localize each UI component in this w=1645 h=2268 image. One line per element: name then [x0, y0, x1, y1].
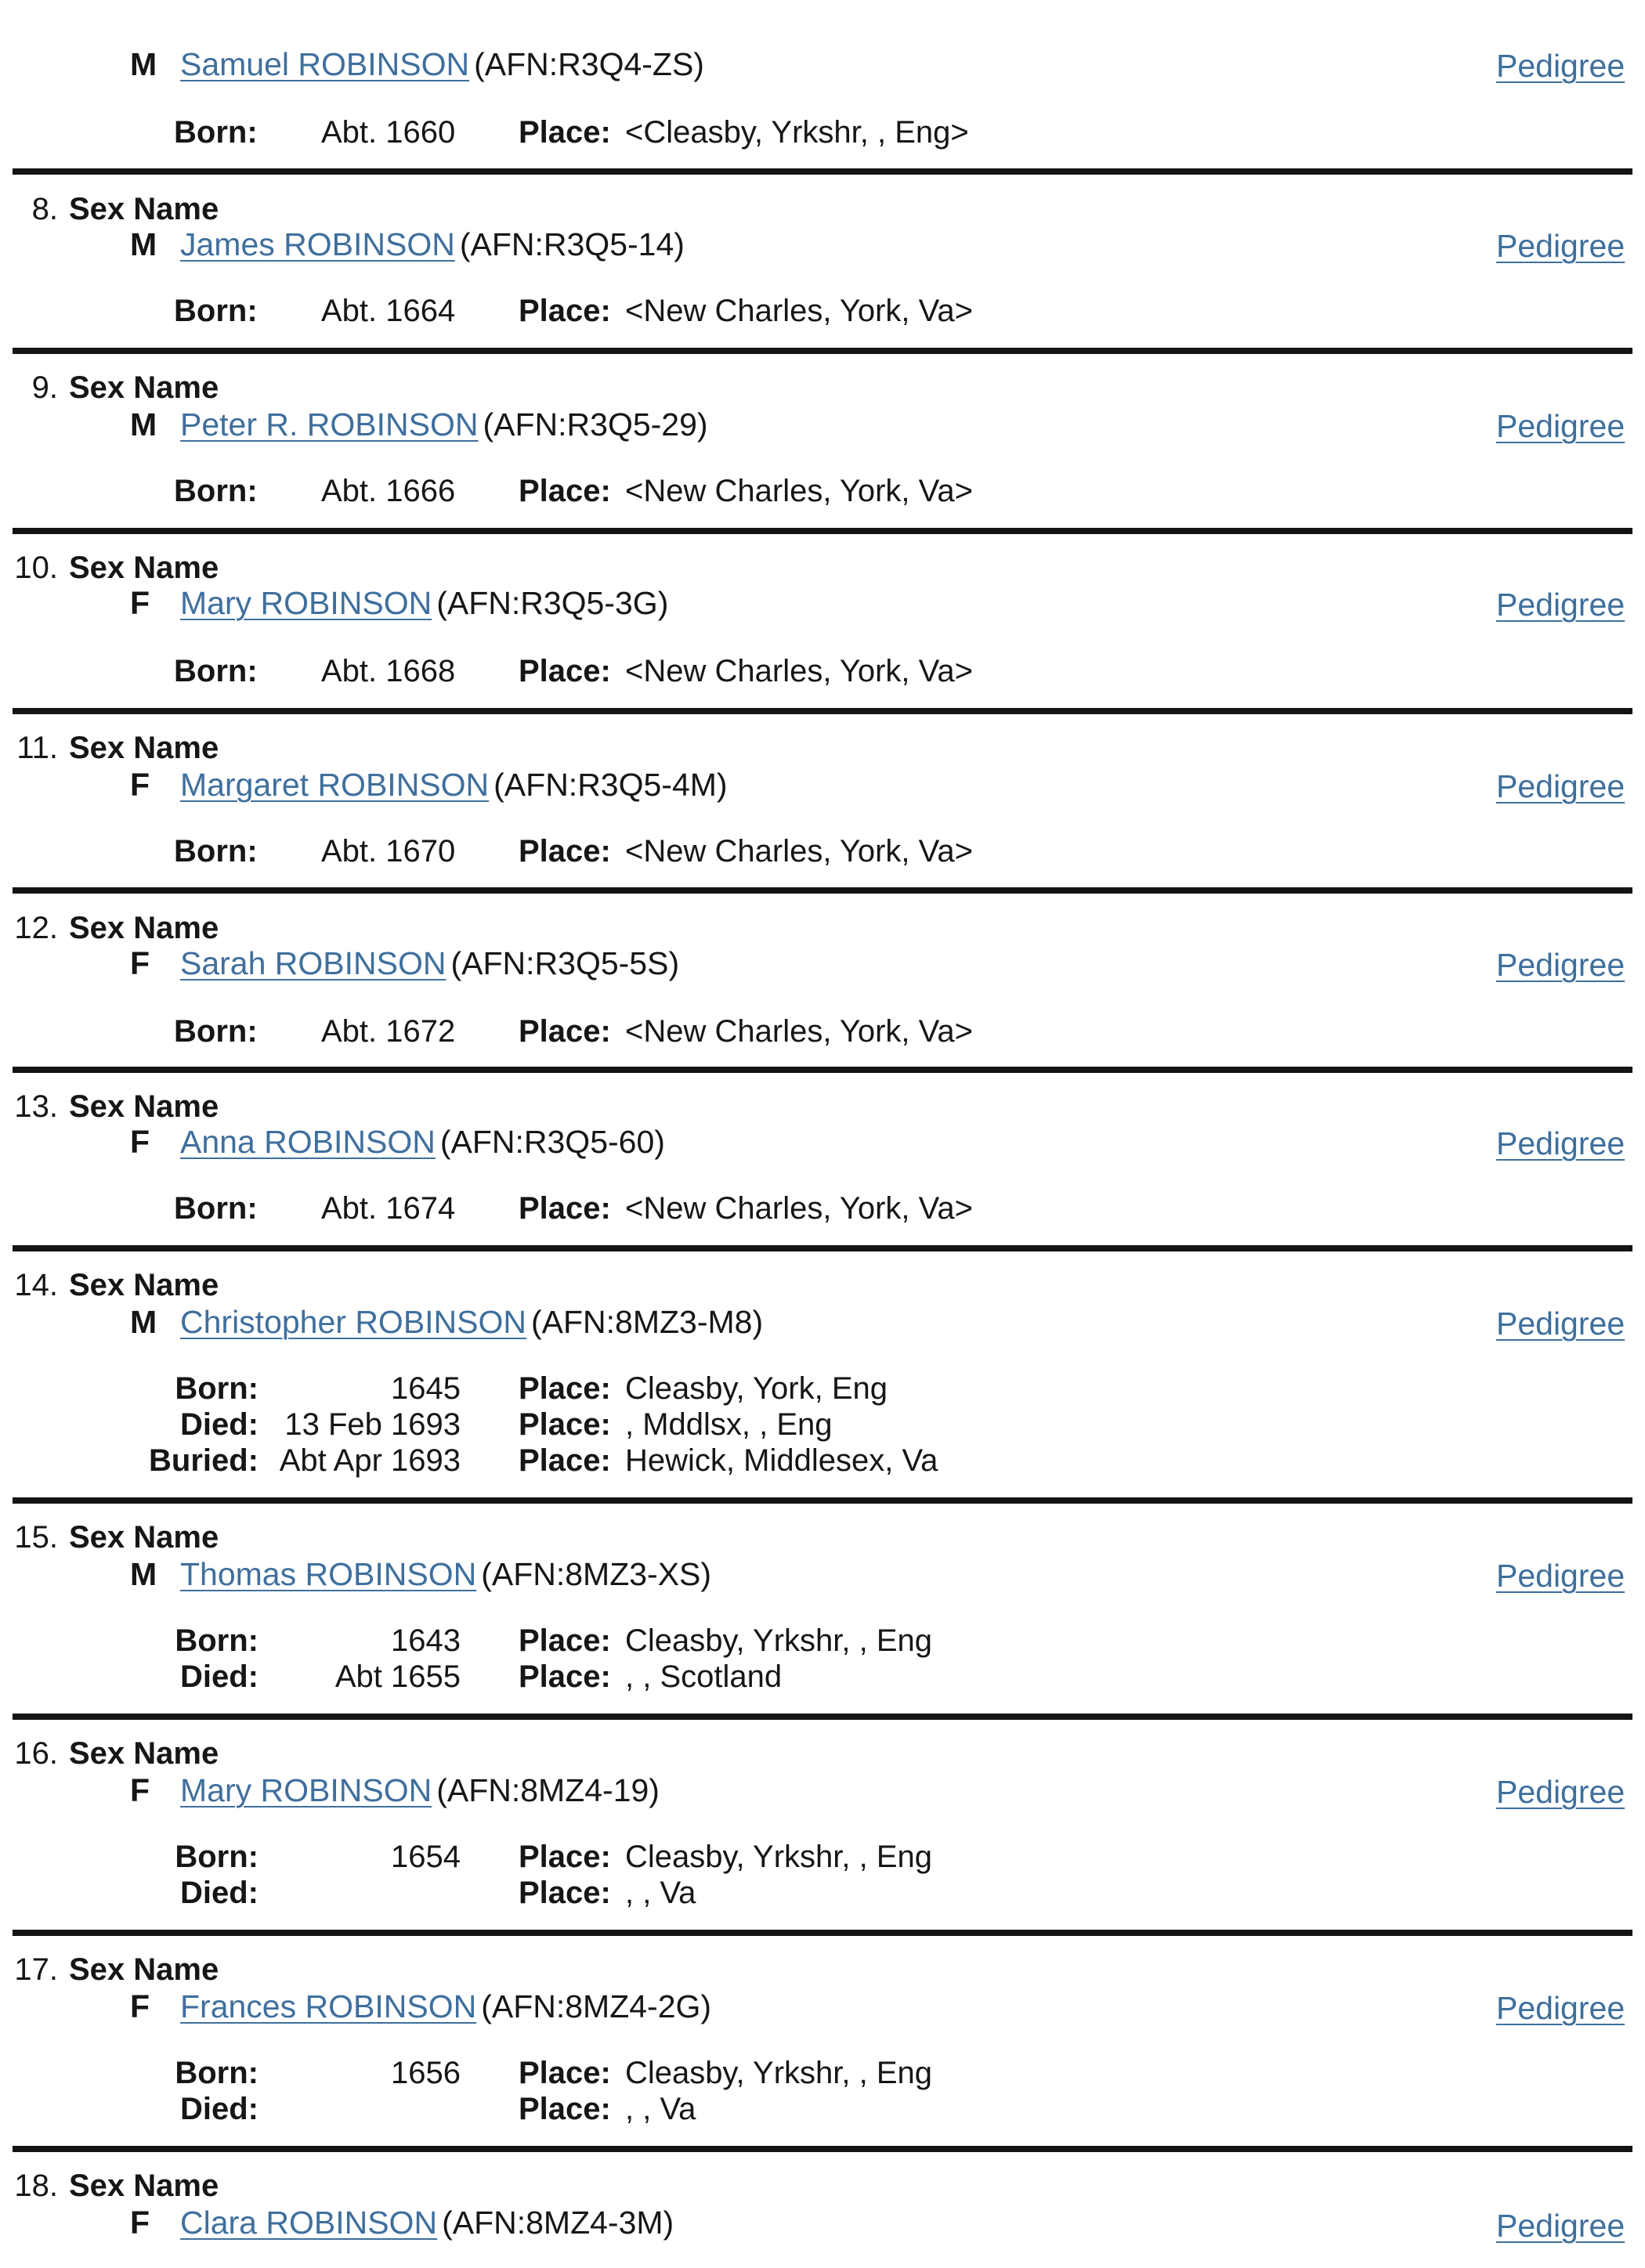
sex-value: F [130, 767, 150, 803]
event-date: Abt. 1666 [321, 474, 456, 508]
column-header: Sex Name [69, 1268, 219, 1302]
place-label: Place: [519, 294, 611, 328]
event-date: Abt. 1672 [321, 1014, 456, 1049]
column-header: Sex Name [69, 1736, 219, 1771]
afn-value: (AFN:8MZ3-XS) [481, 1556, 712, 1592]
event-date: 1645 [391, 1371, 461, 1406]
place-value: <New Charles, York, Va> [625, 474, 973, 508]
column-header: Sex Name [69, 551, 219, 585]
entry-header [0, 730, 219, 766]
column-header: Sex Name [69, 911, 219, 945]
event-row [0, 1839, 1097, 1875]
event-date: Abt. 1670 [321, 834, 456, 869]
entry-number: 13. [14, 1089, 58, 1124]
entry-header [0, 910, 219, 946]
place-value: , , Va [625, 1876, 696, 1910]
entry-header [0, 1267, 219, 1303]
divider [13, 1714, 1632, 1720]
event-date: Abt. 1664 [321, 294, 456, 328]
divider [13, 1497, 1632, 1504]
afn-value: (AFN:R3Q5-14) [459, 226, 685, 262]
event-row [0, 1443, 1097, 1479]
name-row [130, 406, 708, 443]
entry-number: 18. [14, 2169, 58, 2203]
event-date: Abt. 1660 [321, 115, 456, 150]
event-label: Born: [175, 2056, 258, 2090]
place-label: Place: [519, 1407, 611, 1442]
event-row [0, 293, 1097, 329]
divider [13, 1930, 1632, 1936]
pedigree-link[interactable]: Pedigree [1496, 1125, 1625, 1161]
entry-header [0, 1089, 219, 1125]
sex-value: M [130, 1304, 157, 1340]
entry-header [0, 370, 219, 406]
name-row [130, 1303, 763, 1341]
event-date: 13 Feb 1693 [284, 1407, 461, 1442]
divider [13, 1067, 1632, 1073]
event-row [0, 1013, 1097, 1049]
place-value: <New Charles, York, Va> [625, 834, 973, 869]
sex-value: M [130, 226, 157, 262]
place-label: Place: [519, 2056, 611, 2090]
afn-value: (AFN:8MZ3-M8) [531, 1304, 764, 1340]
event-row [0, 1407, 1097, 1443]
event-row [0, 1190, 1097, 1226]
event-row [0, 1623, 1097, 1659]
sex-value: F [130, 945, 150, 981]
event-date: 1643 [391, 1623, 461, 1658]
place-label: Place: [519, 1840, 611, 1874]
column-header: Sex Name [69, 731, 219, 765]
column-header: Sex Name [69, 1089, 219, 1124]
name-row [130, 1771, 660, 1809]
sex-value: M [130, 46, 157, 82]
place-value: Hewick, Middlesex, Va [625, 1443, 938, 1478]
pedigree-link[interactable]: Pedigree [1496, 587, 1625, 623]
afn-value: (AFN:8MZ4-2G) [481, 1988, 712, 2024]
event-label: Born: [174, 474, 258, 508]
name-row [130, 1988, 711, 2025]
event-row [0, 473, 1097, 509]
place-value: <New Charles, York, Va> [625, 654, 973, 688]
afn-value: (AFN:R3Q4-ZS) [474, 46, 704, 82]
sex-value: F [130, 1772, 150, 1808]
sex-value: F [130, 1988, 150, 2024]
person-name-link[interactable]: Peter R. ROBINSON [180, 406, 479, 442]
pedigree-link[interactable]: Pedigree [1496, 1558, 1625, 1594]
pedigree-link[interactable]: Pedigree [1496, 2208, 1625, 2244]
pedigree-link[interactable]: Pedigree [1496, 228, 1625, 264]
event-label: Buried: [149, 1443, 258, 1478]
name-row [130, 45, 704, 83]
event-row [0, 653, 1097, 689]
afn-value: (AFN:R3Q5-29) [483, 406, 708, 442]
place-value: Cleasby, Yrkshr, , Eng [625, 1840, 933, 1874]
pedigree-link[interactable]: Pedigree [1496, 1990, 1625, 2026]
place-label: Place: [519, 1371, 611, 1406]
place-label: Place: [519, 1014, 611, 1049]
place-value: <New Charles, York, Va> [625, 1014, 973, 1049]
event-row [0, 833, 1097, 869]
entry-header [0, 191, 219, 227]
entry-header [0, 2168, 219, 2204]
place-label: Place: [519, 1659, 611, 1694]
person-name-link[interactable]: Samuel ROBINSON [180, 46, 470, 82]
divider [13, 348, 1632, 354]
name-row [130, 226, 685, 263]
column-header: Sex Name [69, 1952, 219, 1987]
place-label: Place: [519, 2092, 611, 2126]
event-label: Born: [175, 1623, 258, 1658]
entry-header [0, 1735, 219, 1771]
place-value: <New Charles, York, Va> [625, 1191, 973, 1226]
place-value: Cleasby, Yrkshr, , Eng [625, 2056, 933, 2090]
person-name-link[interactable]: Mary ROBINSON [180, 585, 432, 621]
afn-value: (AFN:R3Q5-3G) [436, 585, 669, 621]
sex-value: M [130, 1556, 157, 1592]
entry-number: 10. [14, 551, 58, 585]
divider [13, 708, 1632, 714]
pedigree-link[interactable]: Pedigree [1496, 1774, 1625, 1810]
event-label: Born: [174, 1014, 258, 1049]
entry-header [0, 550, 219, 586]
column-header: Sex Name [69, 192, 219, 226]
place-label: Place: [519, 654, 611, 688]
name-row [130, 766, 728, 804]
name-row [130, 1555, 711, 1593]
afn-value: (AFN:8MZ4-3M) [442, 2205, 674, 2241]
event-row [0, 2091, 1097, 2127]
event-label: Born: [175, 1840, 258, 1874]
event-row [0, 2055, 1097, 2091]
entry-header [0, 1519, 219, 1555]
entry-number: 14. [14, 1268, 58, 1302]
afn-value: (AFN:8MZ4-19) [436, 1772, 660, 1808]
person-name-link[interactable]: James ROBINSON [180, 226, 455, 262]
place-label: Place: [519, 474, 611, 508]
name-row [130, 584, 668, 622]
event-row [0, 1371, 1097, 1407]
place-label: Place: [519, 1623, 611, 1658]
pedigree-link[interactable]: Pedigree [1496, 947, 1625, 983]
sex-value: F [130, 2205, 150, 2241]
divider [13, 528, 1632, 534]
event-label: Born: [174, 834, 258, 869]
name-row [130, 1123, 665, 1161]
event-label: Died: [180, 2092, 258, 2126]
event-date: Abt 1655 [334, 1659, 461, 1694]
event-date: Abt. 1668 [321, 654, 456, 688]
event-label: Died: [180, 1407, 258, 1442]
place-label: Place: [519, 834, 611, 869]
entry-number: 16. [14, 1736, 58, 1771]
place-value: Cleasby, York, Eng [625, 1371, 888, 1406]
pedigree-link[interactable]: Pedigree [1496, 768, 1625, 804]
divider [13, 168, 1632, 175]
event-date: 1656 [391, 2056, 461, 2090]
column-header: Sex Name [69, 1520, 219, 1555]
pedigree-link[interactable]: Pedigree [1496, 408, 1625, 444]
event-row [0, 1659, 1097, 1695]
person-name-link[interactable]: Christopher ROBINSON [180, 1304, 527, 1340]
event-label: Died: [180, 1659, 258, 1694]
entry-number: 9. [31, 370, 58, 405]
place-value: , Mddlsx, , Eng [625, 1407, 833, 1442]
person-name-link[interactable]: Mary ROBINSON [180, 1772, 432, 1808]
event-label: Born: [174, 1191, 258, 1226]
place-value: Cleasby, Yrkshr, , Eng [625, 1623, 933, 1658]
event-label: Born: [174, 115, 258, 150]
entry-number: 15. [14, 1520, 58, 1555]
event-row [0, 1875, 1097, 1911]
pedigree-link[interactable]: Pedigree [1496, 1306, 1625, 1342]
entry-number: 17. [14, 1952, 58, 1987]
entry-number: 8. [31, 192, 58, 226]
event-date: Abt. 1674 [321, 1191, 456, 1226]
person-name-link[interactable]: Sarah ROBINSON [180, 945, 446, 981]
event-label: Born: [174, 294, 258, 328]
place-value: , , Va [625, 2092, 696, 2126]
event-label: Born: [174, 654, 258, 688]
afn-value: (AFN:R3Q5-5S) [450, 945, 680, 981]
entry-number: 12. [14, 911, 58, 945]
sex-value: M [130, 406, 157, 442]
name-row [130, 2204, 674, 2241]
divider [13, 1245, 1632, 1251]
column-header: Sex Name [69, 2169, 219, 2203]
afn-value: (AFN:R3Q5-60) [439, 1124, 665, 1160]
place-label: Place: [519, 115, 611, 150]
person-name-link[interactable]: Clara ROBINSON [180, 2205, 438, 2241]
person-name-link[interactable]: Thomas ROBINSON [180, 1556, 477, 1592]
person-name-link[interactable]: Margaret ROBINSON [180, 767, 490, 803]
place-label: Place: [519, 1443, 611, 1478]
place-value: <New Charles, York, Va> [625, 294, 973, 328]
person-name-link[interactable]: Anna ROBINSON [180, 1124, 436, 1160]
divider [13, 2146, 1632, 2152]
entry-header [0, 1952, 219, 1988]
place-value: <Cleasby, Yrkshr, , Eng> [625, 115, 969, 150]
pedigree-link[interactable]: Pedigree [1496, 48, 1625, 84]
event-date: 1654 [391, 1840, 461, 1874]
event-label: Born: [175, 1371, 258, 1406]
entry-number: 11. [16, 731, 58, 765]
place-value: , , Scotland [625, 1659, 783, 1694]
event-row [0, 114, 1097, 150]
name-row [130, 944, 679, 982]
sex-value: F [130, 585, 150, 621]
column-header: Sex Name [69, 370, 219, 405]
place-label: Place: [519, 1191, 611, 1226]
sex-value: F [130, 1124, 150, 1160]
afn-value: (AFN:R3Q5-4M) [494, 767, 728, 803]
event-label: Died: [180, 1876, 258, 1910]
place-label: Place: [519, 1876, 611, 1910]
divider [13, 887, 1632, 894]
person-name-link[interactable]: Frances ROBINSON [180, 1988, 477, 2024]
event-date: Abt Apr 1693 [279, 1443, 461, 1478]
